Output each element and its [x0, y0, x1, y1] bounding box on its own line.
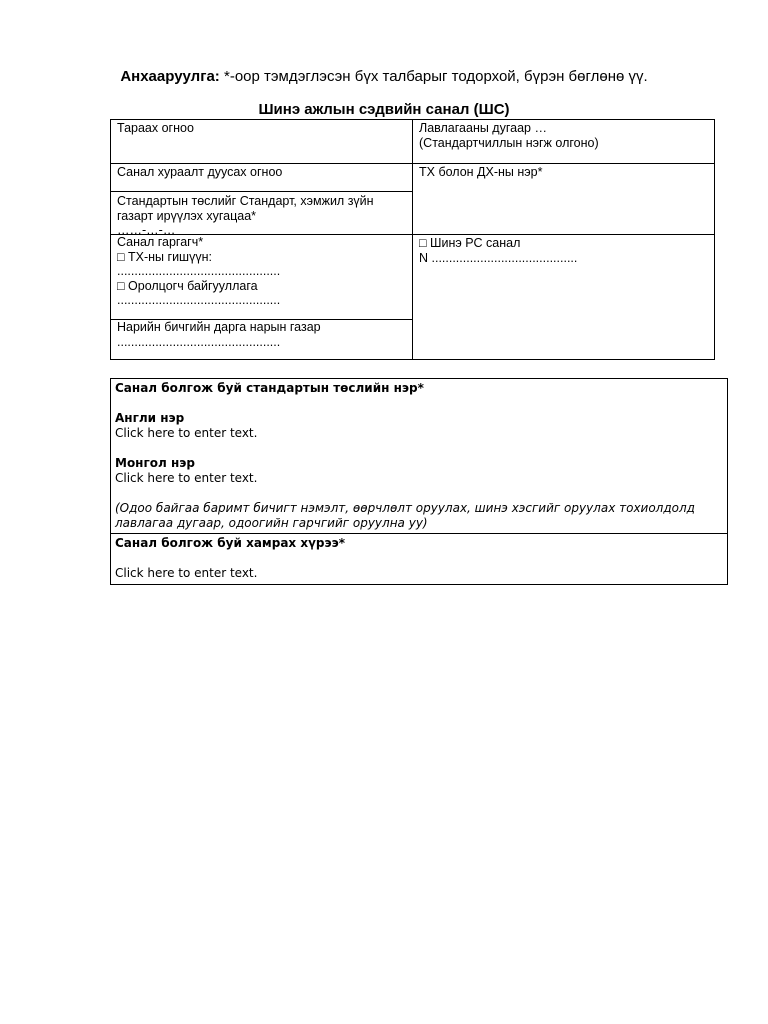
warning-text: *-оор тэмдэглэсэн бүх талбарыг тодорхой, бүрэн бөглөнө үү.: [219, 68, 648, 85]
proposer-field: [111, 235, 412, 319]
secretariat-field[interactable]: [111, 319, 412, 359]
secretariat-blank: ...............................................: [117, 334, 281, 349]
tc-sc-name-label: ТХ болон ДХ-ны нэр*: [419, 165, 543, 179]
distribution-date-cell[interactable]: [111, 120, 413, 164]
new-pc-number[interactable]: N ..........................................: [419, 250, 578, 265]
english-name-label: Англи нэр: [115, 411, 185, 425]
tc-member-blank[interactable]: ...............................................: [117, 264, 281, 278]
draft-title-cell: [111, 379, 728, 534]
adoption-period-label: Стандартын төслийг Стандарт, хэмжил зүйн газарт ирүүлэх хугацаа*: [117, 194, 374, 223]
proposer-label: Санал гаргагч*: [117, 235, 204, 249]
reference-note: (Одоо байгаа баримт бичигт нэмэлт, өөрчлөлт оруулах, шинэ хэсгийг оруулах тохиолдолд лавлагаа дугаар, одоогийн гарчгийг оруулна уу): [115, 501, 695, 530]
participating-org-blank[interactable]: ...............................................: [117, 293, 281, 307]
warning-notice: [0, 67, 768, 87]
mongolian-name-input[interactable]: Click here to enter text.: [115, 471, 258, 485]
secretariat-label: Нарийн бичгийн дарга нарын газар: [117, 320, 321, 334]
reference-number-note: (Стандартчиллын нэгж олгоно): [419, 135, 599, 150]
info-table: [110, 119, 715, 360]
adoption-period-blank: ……-…-…: [117, 223, 176, 237]
voting-end-date-field[interactable]: [111, 164, 412, 192]
reference-number-cell[interactable]: [413, 120, 715, 164]
dates-cell: [111, 164, 413, 235]
proposer-cell: [111, 235, 413, 360]
tc-member-checkbox[interactable]: □ ТХ-ны гишүүн:: [117, 249, 212, 264]
scope-cell: [111, 534, 728, 585]
proposal-table: [110, 378, 728, 585]
participating-org-checkbox[interactable]: □ Оролцогч байгууллага: [117, 278, 258, 293]
draft-title-header: Санал болгож буй стандартын төслийн нэр*: [115, 381, 424, 395]
tc-sc-name-cell[interactable]: [413, 164, 715, 235]
reference-number-label: Лавлагааны дугаар …: [419, 121, 547, 135]
form-title: Шинэ ажлын сэдвийн санал (ШС): [258, 101, 510, 118]
adoption-period-field[interactable]: [111, 192, 412, 237]
scope-input[interactable]: Click here to enter text.: [115, 566, 258, 580]
mongolian-name-label: Монгол нэр: [115, 456, 195, 470]
new-pc-checkbox[interactable]: □ Шинэ PC санал: [419, 236, 521, 250]
english-name-input[interactable]: Click here to enter text.: [115, 426, 258, 440]
distribution-date-label: Тараах огноо: [117, 121, 194, 135]
new-pc-cell: [413, 235, 715, 360]
scope-header: Санал болгож буй хамрах хүрээ*: [115, 536, 345, 550]
voting-end-date-label: Санал хураалт дуусах огноо: [117, 165, 283, 179]
warning-label: Анхааруулга:: [120, 68, 220, 85]
